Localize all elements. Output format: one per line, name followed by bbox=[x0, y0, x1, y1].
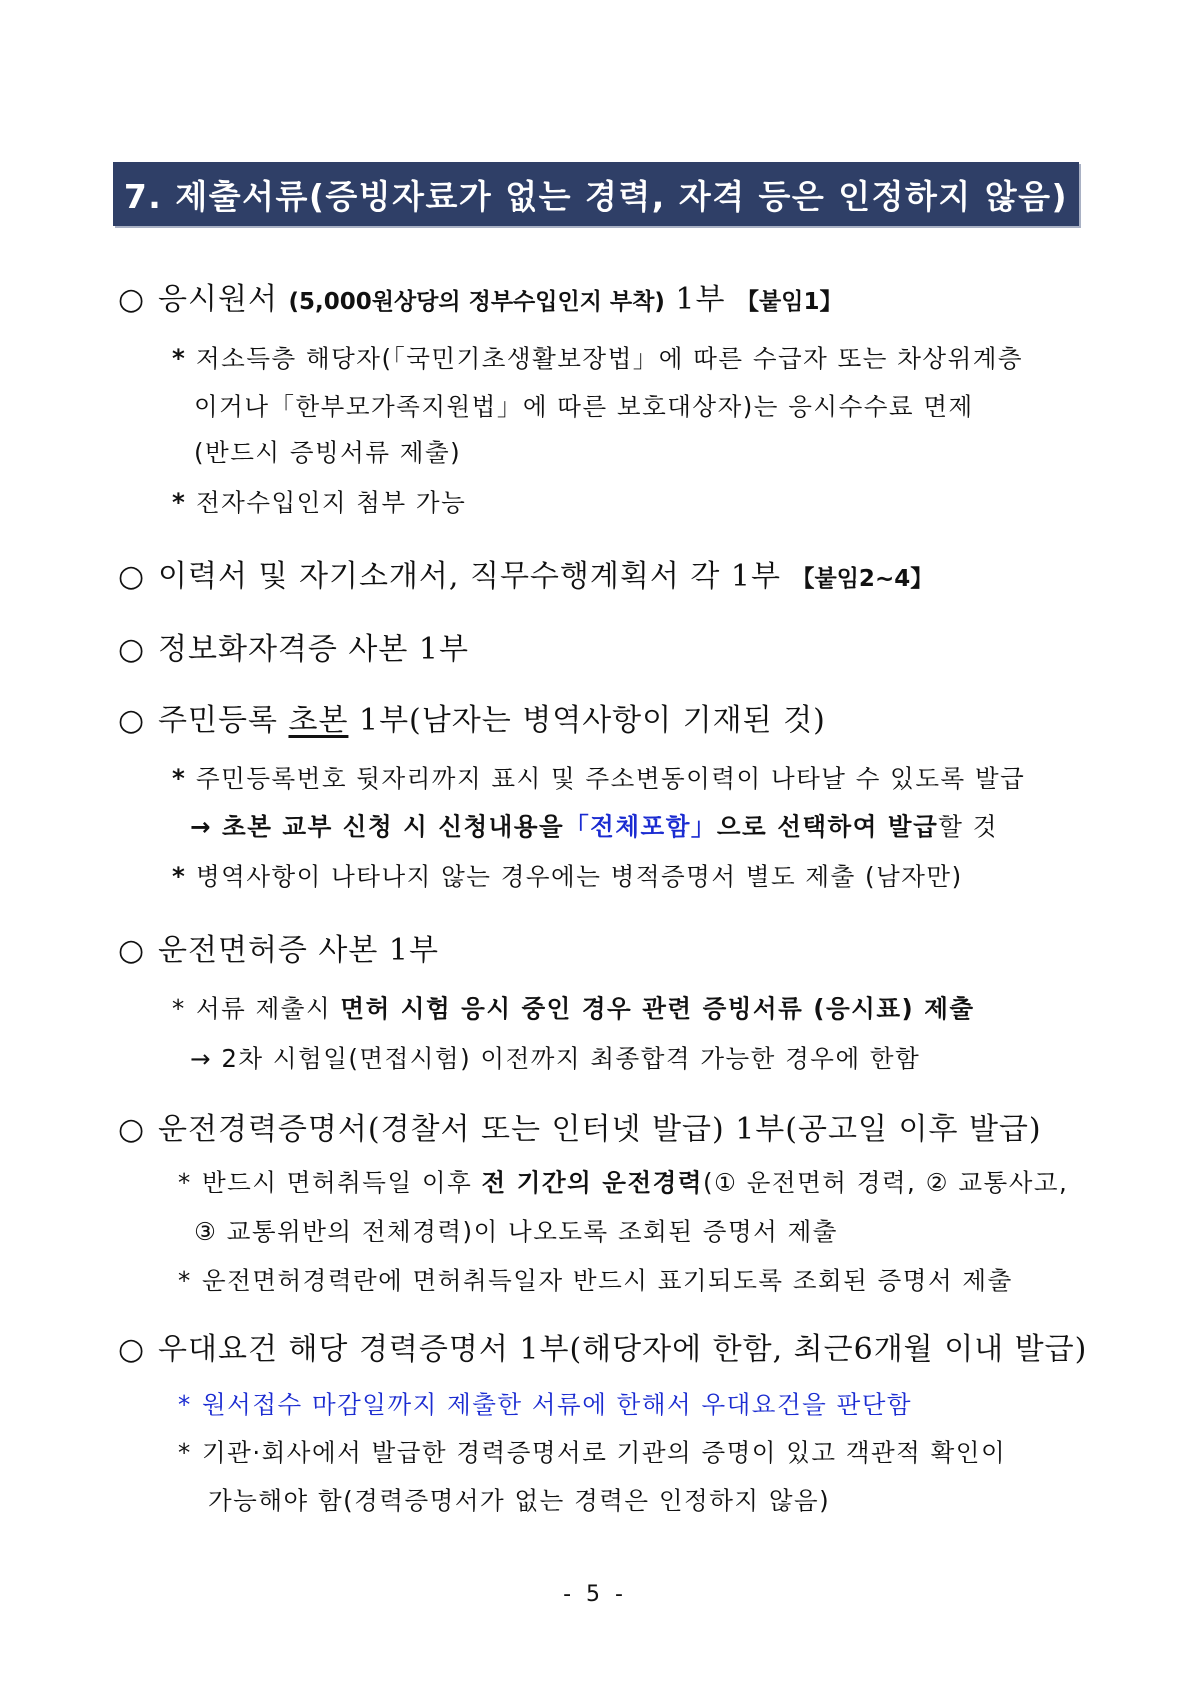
section-title-box bbox=[113, 162, 1079, 226]
section-title: 7. 제출서류(증빙자료가 없는 경력, 자격 등은 인정하지 않음) bbox=[123, 176, 1069, 216]
note-license-acquisition-date: * 운전면허경력란에 면허취득일자 반드시 표기되도록 조회된 증명서 제출 bbox=[178, 1266, 1013, 1295]
item-resume: ○ 이력서 및 자기소개서, 직무수행계획서 각 1부 【붙임2~4】 bbox=[118, 559, 934, 594]
note-license-exam: * 서류 제출시 면허 시험 응시 중인 경우 관련 증빙서류 (응시표) 제출 bbox=[172, 994, 975, 1023]
circle-bullet-icon: ○ bbox=[118, 1332, 146, 1367]
asterisk-icon: * bbox=[172, 344, 187, 373]
note-driving-record-period: * 반드시 면허취득일 이후 전 기간의 운전경력(① 운전면허 경력, ② 교통사고, bbox=[178, 1168, 1069, 1197]
note-registration-issue: * 주민등록번호 뒷자리까지 표시 및 주소변동이력이 나타날 수 있도록 발급 bbox=[172, 764, 1026, 793]
asterisk-icon: * bbox=[178, 1168, 192, 1197]
circle-bullet-icon: ○ bbox=[118, 1112, 146, 1147]
note-career-certificate-cont: 가능해야 함(경력증명서가 없는 경력은 인정하지 않음) bbox=[208, 1486, 831, 1515]
item-preference-career: ○ 우대요건 해당 경력증명서 1부(해당자에 한함, 최근6개월 이내 발급) bbox=[118, 1332, 1088, 1367]
asterisk-icon: * bbox=[172, 764, 187, 793]
circle-bullet-icon: ○ bbox=[118, 703, 146, 738]
item-resident-registration: ○ 주민등록 초본 1부(남자는 병역사항이 기재된 것) bbox=[118, 703, 826, 738]
asterisk-icon: * bbox=[178, 1390, 192, 1419]
note-fee-exemption: * 저소득층 해당자(「국민기초생활보장법」에 따른 수급자 또는 차상위계층 bbox=[172, 344, 1024, 373]
item-application-form: ○ 응시원서 (5,000원상당의 정부수입인지 부착) 1부 【붙임1】 bbox=[118, 282, 843, 317]
circle-bullet-icon: ○ bbox=[118, 632, 146, 667]
note-fee-exemption-cont: 이거나「한부모가족지원법」에 따른 보호대상자)는 응시수수료 면제 bbox=[194, 392, 974, 421]
asterisk-icon: * bbox=[178, 1266, 192, 1295]
note-fee-exemption-proof: (반드시 증빙서류 제출) bbox=[194, 438, 462, 467]
circle-bullet-icon: ○ bbox=[118, 933, 146, 968]
asterisk-icon: * bbox=[172, 862, 187, 891]
note-driving-record-violations: ③ 교통위반의 전체경력)이 나오도록 조회된 증명서 제출 bbox=[194, 1217, 838, 1246]
item-it-certificate: ○ 정보화자격증 사본 1부 bbox=[118, 632, 469, 667]
note-military-record: * 병역사항이 나타나지 않는 경우에는 병적증명서 별도 제출 (남자만) bbox=[172, 862, 963, 891]
note-preference-deadline: * 원서접수 마감일까지 제출한 서류에 한해서 우대요건을 판단함 bbox=[178, 1390, 913, 1419]
asterisk-icon: * bbox=[178, 1438, 192, 1467]
item-driving-record: ○ 운전경력증명서(경찰서 또는 인터넷 발급) 1부(공고일 이후 발급) bbox=[118, 1112, 1042, 1147]
circle-bullet-icon: ○ bbox=[118, 282, 146, 317]
note-career-certificate: * 기관·회사에서 발급한 경력증명서로 기관의 증명이 있고 객관적 확인이 bbox=[178, 1438, 1007, 1467]
note-registration-full-include: → 초본 교부 신청 시 신청내용을「전체포함」으로 선택하여 발급할 것 bbox=[190, 812, 998, 841]
item-drivers-license: ○ 운전면허증 사본 1부 bbox=[118, 933, 439, 968]
page-number: - 5 - bbox=[563, 1582, 627, 1607]
circle-bullet-icon: ○ bbox=[118, 559, 146, 594]
asterisk-icon: * bbox=[172, 488, 187, 517]
note-license-deadline: → 2차 시험일(면접시험) 이전까지 최종합격 가능한 경우에 한함 bbox=[190, 1044, 921, 1073]
note-e-stamp: * 전자수입인지 첨부 가능 bbox=[172, 488, 467, 517]
asterisk-icon: * bbox=[172, 994, 186, 1023]
